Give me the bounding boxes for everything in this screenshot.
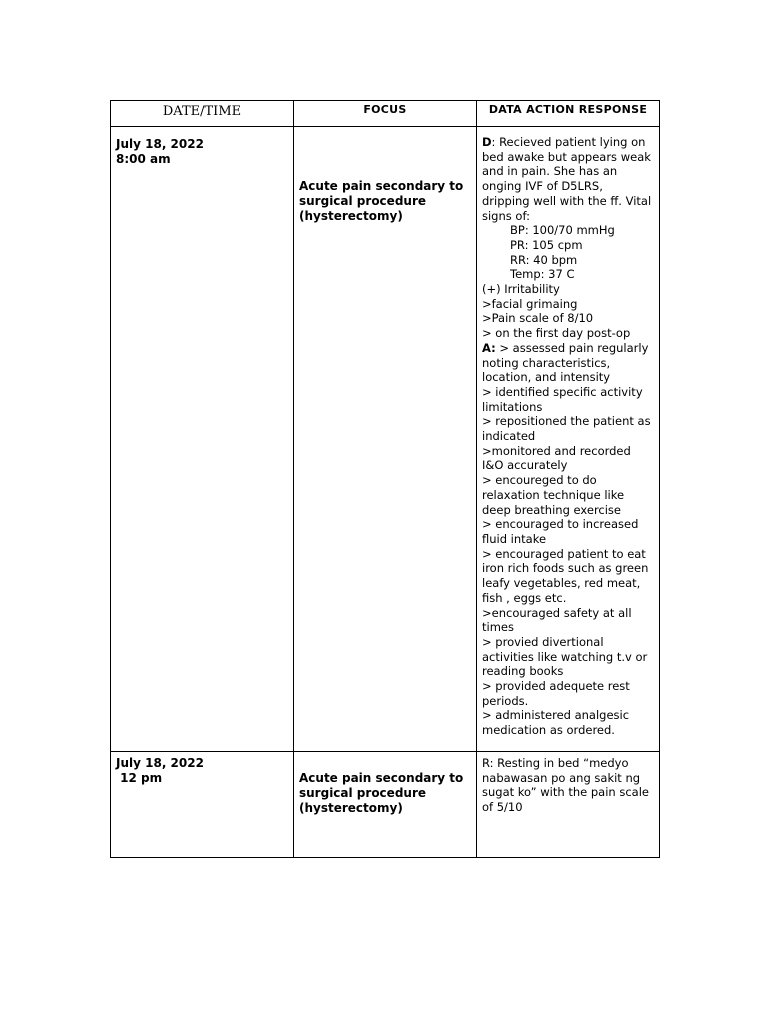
entry-time: 8:00 am	[116, 152, 171, 166]
data-section	[482, 135, 654, 223]
response-cell	[477, 752, 660, 858]
focus-text: Acute pain secondary to surgical procedure (hysterectomy)	[299, 771, 464, 815]
focus-cell	[294, 127, 477, 752]
action-item: >monitored and recorded I&O accurately	[482, 443, 631, 473]
response-text: R: Resting in bed “medyo nabawasan po ang sakit ng sugat ko” with the pain scale of 5/10	[482, 756, 649, 815]
action-item: > encouraged patient to eat iron rich foods such as green leafy vegetables, red meat, fish , eggs etc.	[482, 546, 649, 605]
vital-temp: Temp: 37 C	[510, 267, 575, 282]
header-data-action-response: DATA ACTION RESPONSE	[477, 101, 660, 127]
action-item: > provided adequete rest periods.	[482, 679, 630, 708]
dar-cell	[477, 127, 660, 752]
header-focus: FOCUS	[294, 101, 477, 127]
finding-item: >facial grimaing	[482, 296, 578, 311]
date-cell	[111, 752, 294, 858]
entry-time: 12 pm	[116, 771, 163, 785]
entry-date: July 18, 2022	[116, 137, 204, 151]
date-cell	[111, 127, 294, 752]
action-item: > encouraged to increased fluid intake	[482, 517, 639, 546]
action-text: > assessed pain regularly noting characteristics, location, and intensity	[482, 340, 649, 385]
table-row	[111, 127, 660, 752]
action-item: > repositioned the patient as indicated	[482, 414, 651, 444]
vital-rr: RR: 40 bpm	[510, 252, 578, 267]
action-item: > encoureged to do relaxation technique like deep breathing exercise	[482, 473, 625, 517]
data-label: D	[482, 135, 492, 149]
action-section	[482, 341, 654, 385]
vital-pr: PR: 105 cpm	[510, 237, 583, 252]
focus-text: Acute pain secondary to surgical procedure (hysterectomy)	[299, 179, 464, 223]
finding-item: >Pain scale of 8/10	[482, 311, 594, 326]
focus-cell	[294, 752, 477, 858]
vital-bp: BP: 100/70 mmHg	[510, 223, 615, 238]
finding-item: > on the first day post-op	[482, 326, 631, 341]
data-text: : Recieved patient lying on bed awake but appears weak and in pain. She has an onging IVF of D5LRS, dripping well with the ff. Vital signs of:	[482, 135, 652, 223]
action-item: > administered analgesic medication as ordered.	[482, 708, 630, 738]
header-row	[111, 101, 660, 127]
action-item: > identified specific activity limitations	[482, 384, 643, 414]
action-label: A:	[482, 340, 496, 355]
entry-date: July 18, 2022	[116, 756, 204, 770]
table-row	[111, 752, 660, 858]
action-item: > provied divertional activities like watching t.v or reading books	[482, 634, 648, 679]
fdar-table	[110, 100, 660, 858]
action-item: >encouraged safety at all times	[482, 605, 632, 635]
finding-item: (+) Irritability	[482, 282, 560, 297]
header-date-time: DATE/TIME	[111, 101, 294, 127]
